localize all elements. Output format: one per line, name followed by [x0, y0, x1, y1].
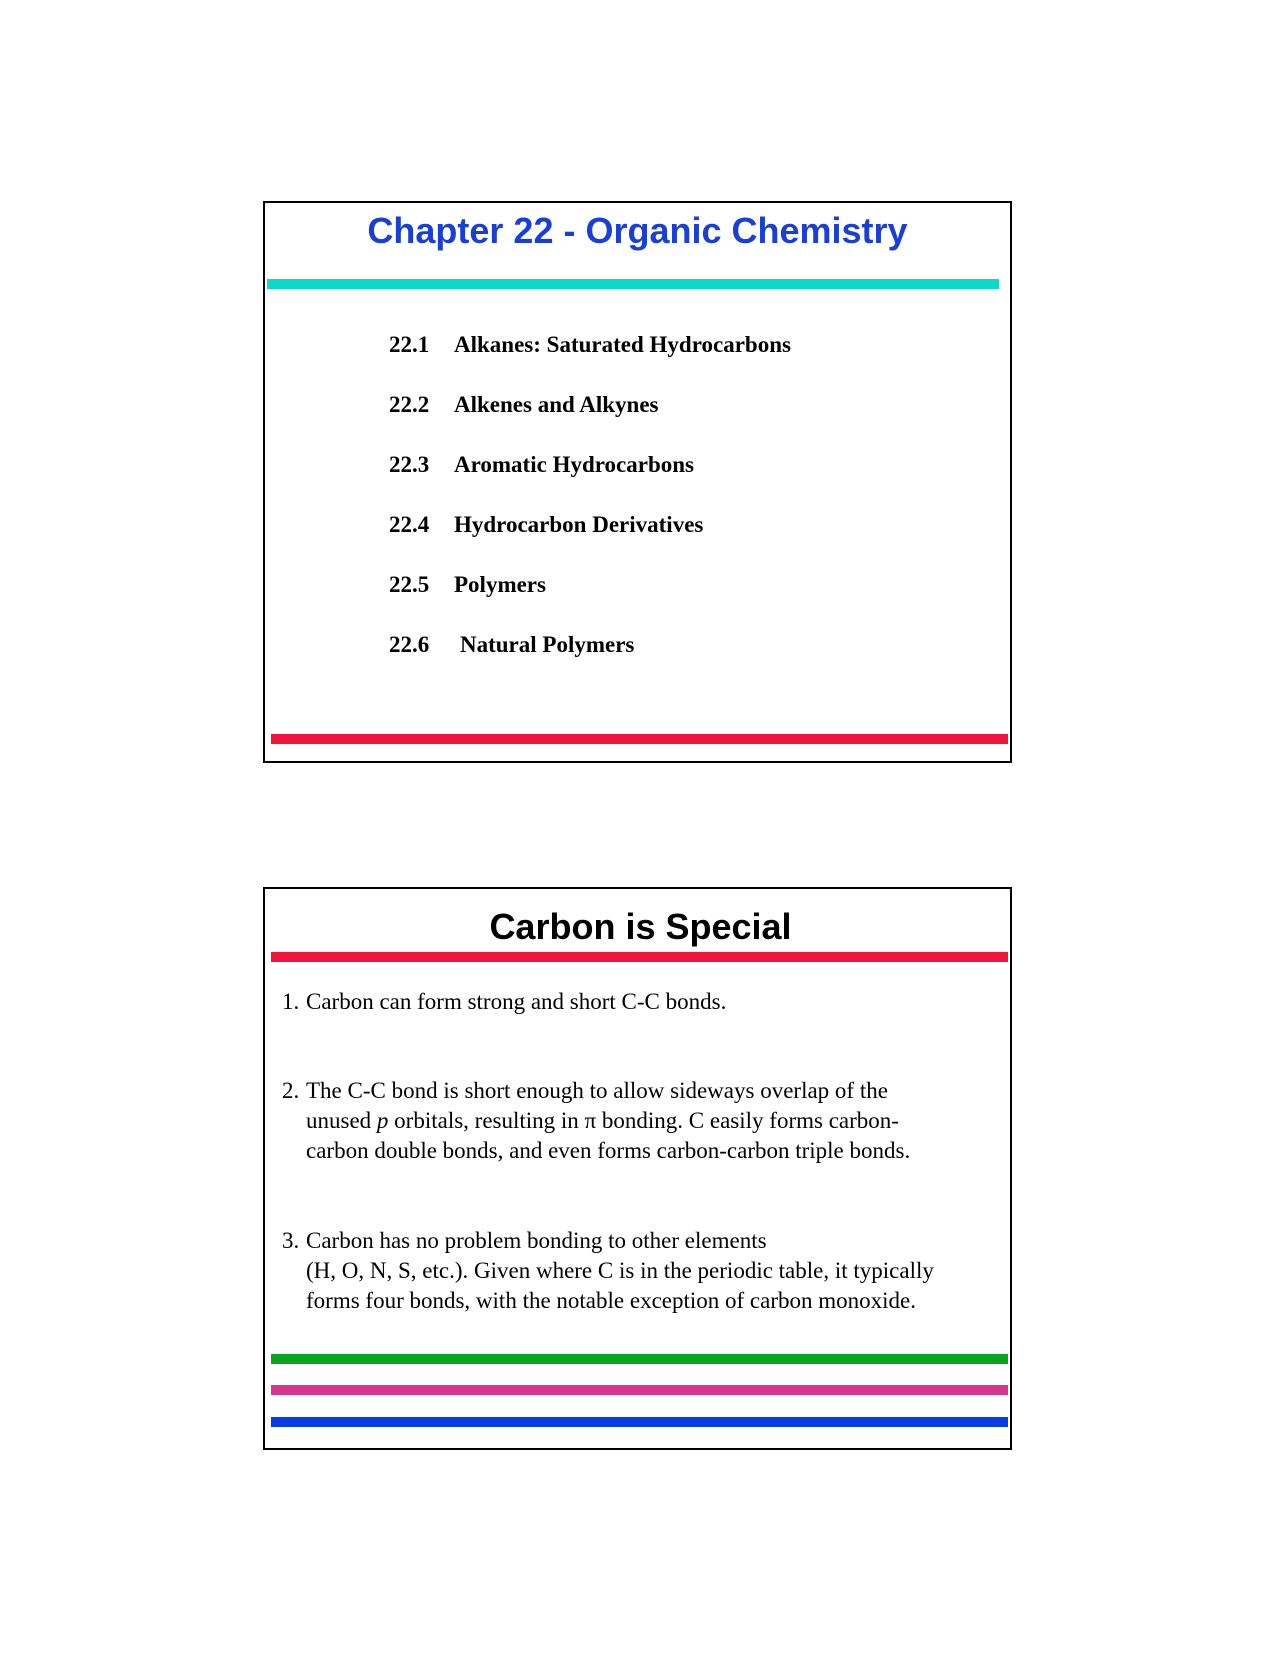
section-number: 22.1 [389, 332, 430, 357]
section-number: 22.4 [389, 512, 430, 537]
point-line: carbon double bonds, and even forms carbon-carbon triple bonds. [306, 1138, 911, 1163]
section-title: Natural Polymers [460, 632, 635, 657]
bottom-accent-bar [271, 734, 1008, 744]
point-number: 3. [282, 1228, 300, 1253]
section-title: Alkanes: Saturated Hydrocarbons [454, 332, 791, 357]
point-line: (H, O, N, S, etc.). Given where C is in the periodic table, it typically [306, 1258, 934, 1283]
section-number: 22.2 [389, 392, 430, 417]
point-line-segment: unused [306, 1108, 377, 1133]
italic-p-symbol: p [376, 1108, 389, 1133]
title-underline-bar [267, 279, 999, 289]
point-line: Carbon can form strong and short C-C bonds. [306, 989, 727, 1014]
section-number: 22.3 [389, 452, 430, 477]
section-number: 22.5 [389, 572, 430, 597]
point-line-segment: orbitals, resulting in π bonding. C easily forms carbon- [388, 1108, 899, 1133]
point-line: The C-C bond is short enough to allow sideways overlap of the [306, 1078, 888, 1103]
section-title: Alkenes and Alkynes [454, 392, 659, 417]
point-number: 2. [282, 1078, 300, 1103]
slide-title: Carbon is Special [489, 906, 792, 947]
section-title: Polymers [454, 572, 546, 597]
section-title: Hydrocarbon Derivatives [454, 512, 704, 537]
slide-chapter-overview [263, 201, 1012, 763]
point-line: forms four bonds, with the notable exception of carbon monoxide. [306, 1288, 916, 1313]
green-accent-bar [271, 1354, 1008, 1364]
blue-accent-bar [271, 1417, 1008, 1427]
section-title: Aromatic Hydrocarbons [454, 452, 694, 477]
point-text [306, 1076, 1002, 1166]
pink-accent-bar [271, 1385, 1008, 1395]
section-number: 22.6 [389, 632, 430, 657]
point-number: 1. [282, 989, 300, 1014]
chapter-title: Chapter 22 - Organic Chemistry [367, 210, 908, 251]
point-line: Carbon has no problem bonding to other elements [306, 1228, 767, 1253]
point-text [306, 987, 1002, 1017]
point-line [306, 1106, 1002, 1136]
point-text [306, 1226, 1002, 1316]
slide-carbon-is-special [263, 887, 1012, 1450]
title-underline-bar [271, 952, 1008, 962]
